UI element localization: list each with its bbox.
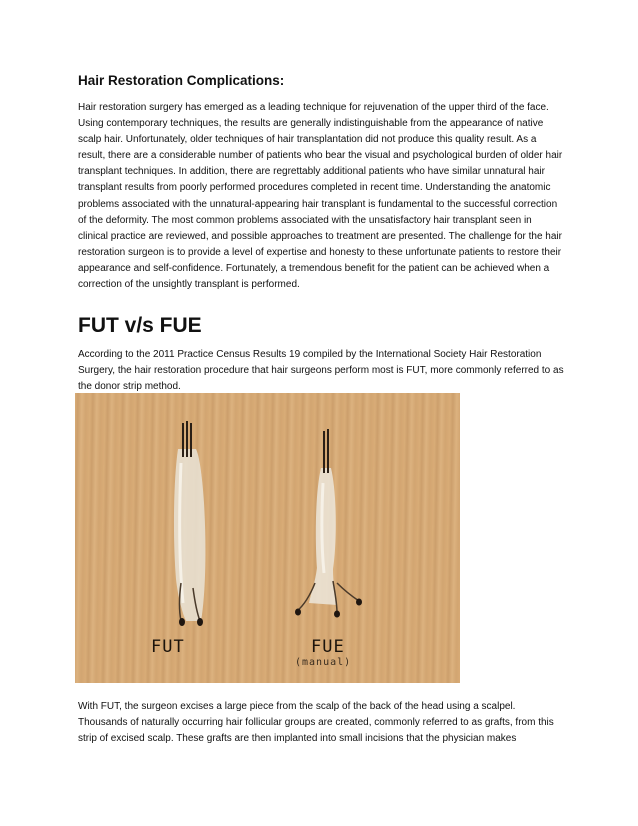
fut-graft-image	[174, 421, 205, 626]
fut-description-paragraph: With FUT, the surgeon excises a large piece from the scalp of the back of the head using a scalpel. Thousands of naturally occurring hair follicular groups are created, commonly referred to as grafts, from this strip of excised scalp. These grafts are then implanted into small incisions that the physician makes	[78, 701, 554, 745]
fut-fue-graft-photo	[75, 393, 460, 683]
fue-graft-image	[295, 429, 362, 618]
fue-label: FUE	[311, 637, 345, 657]
section-heading-complications: Hair Restoration Complications:	[78, 73, 285, 88]
fut-label: FUT	[151, 637, 185, 657]
fue-manual-label: (manual)	[295, 657, 352, 668]
section-heading-fut-vs-fue: FUT v/s FUE	[78, 314, 202, 337]
graft-illustration	[75, 393, 460, 683]
fut-fue-intro-paragraph: According to the 2011 Practice Census Results 19 compiled by the International Society Hair Restoration Surgery, the hair restoration procedure that hair surgeons perform most is FUT, more commonly referred to as the donor strip method.	[78, 349, 564, 393]
complications-paragraph: Hair restoration surgery has emerged as a leading technique for rejuvenation of the upper third of the face. Using contemporary techniques, the results are generally indistinguishable from the appearance of native scalp hair. Unfortunately, older techniques of hair transplantation did not produce this quality result. As a result, there are a considerable number of patients who bear the visual and psychological burden of older hair transplant techniques. In addition, there are regrettably additional patients who have similar unnatural hair transplant results from poorly performed procedures completed in recent time. Understanding the anatomic problems associated with the unnatural-appearing hair transplant is fundamental to the successful correction of the deformity. The most common problems associated with the unsatisfactory hair transplant seen in clinical practice are reviewed, and possible approaches to treatment are presented. The challenge for the hair restoration surgeon is to provide a level of expertise and honesty to these unfortunate patients to restore their appearance and self-confidence. Fortunately, a tremendous benefit for the patient can be achieved when a correction of the unsightly transplant is performed.	[78, 102, 563, 291]
